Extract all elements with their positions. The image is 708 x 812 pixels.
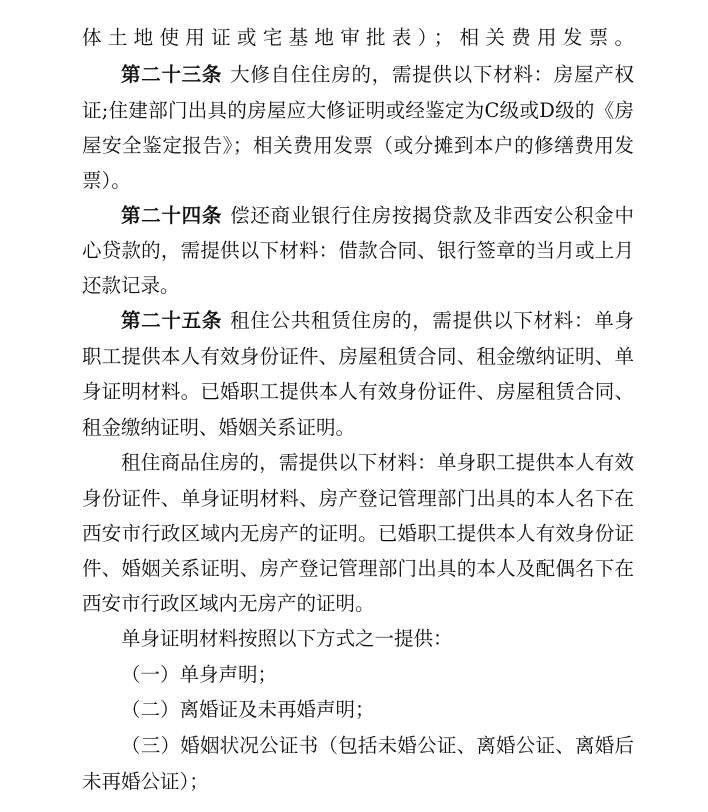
- article-23-line: [121, 57, 634, 93]
- text-line: 件、婚姻关系证明、房产登记管理部门出具的本人及配偶名下在: [82, 557, 634, 580]
- text-line: 西安市行政区域内无房产的证明。: [82, 592, 375, 615]
- text-line: 身证明材料。已婚职工提供本人有效身份证件、房屋租赁合同、: [82, 380, 634, 403]
- text-line: 证;住建部门出具的房屋应大修证明或经鉴定为C级或D级的《房: [82, 99, 634, 122]
- paragraph-line: 租住商品住房的，需提供以下材料：单身职工提供本人有效: [121, 451, 634, 474]
- article-heading: 第二十五条: [121, 309, 223, 332]
- list-item: （三）婚姻状况公证书（包括未婚公证、离婚公证、离婚后: [121, 734, 634, 757]
- text-line: 西安市行政区域内无房产的证明。已婚职工提供本人有效身份证: [82, 522, 634, 545]
- article-25-line: [121, 303, 634, 339]
- article-text: 租住公共租赁住房的，需提供以下材料：单身: [230, 309, 634, 332]
- text-line: 心贷款的，需提供以下材料：借款合同、银行签章的当月或上月: [82, 239, 634, 262]
- list-item: （二）离婚证及未再婚声明；: [121, 698, 375, 721]
- text-line: 票）。: [82, 169, 131, 192]
- article-text: 偿还商业银行住房按揭贷款及非西安公积金中: [230, 204, 634, 227]
- text-line: 体土地使用证或宅基地审批表）；相关费用发票。: [82, 26, 634, 49]
- text-line: 未再婚公证）；: [82, 770, 209, 793]
- article-24-line: [121, 198, 634, 234]
- text-line: 身份证件、单身证明材料、房产登记管理部门出具的本人名下在: [82, 487, 634, 510]
- paragraph-line: 单身证明材料按照以下方式之一提供：: [121, 627, 453, 650]
- text-line: 职工提供本人有效身份证件、房屋租赁合同、租金缴纳证明、单: [82, 345, 634, 368]
- text-line: 屋安全鉴定报告》；相关费用发票（或分摊到本户的修缮费用发: [82, 134, 634, 157]
- text-line: 还款记录。: [82, 274, 180, 297]
- article-text: 大修自住住房的，需提供以下材料：房屋产权: [230, 63, 634, 86]
- article-heading: 第二十四条: [121, 204, 223, 227]
- list-item: （一）单身声明；: [121, 663, 278, 686]
- article-heading: 第二十三条: [121, 63, 223, 86]
- text-line: 租金缴纳证明、婚姻关系证明。: [82, 416, 356, 439]
